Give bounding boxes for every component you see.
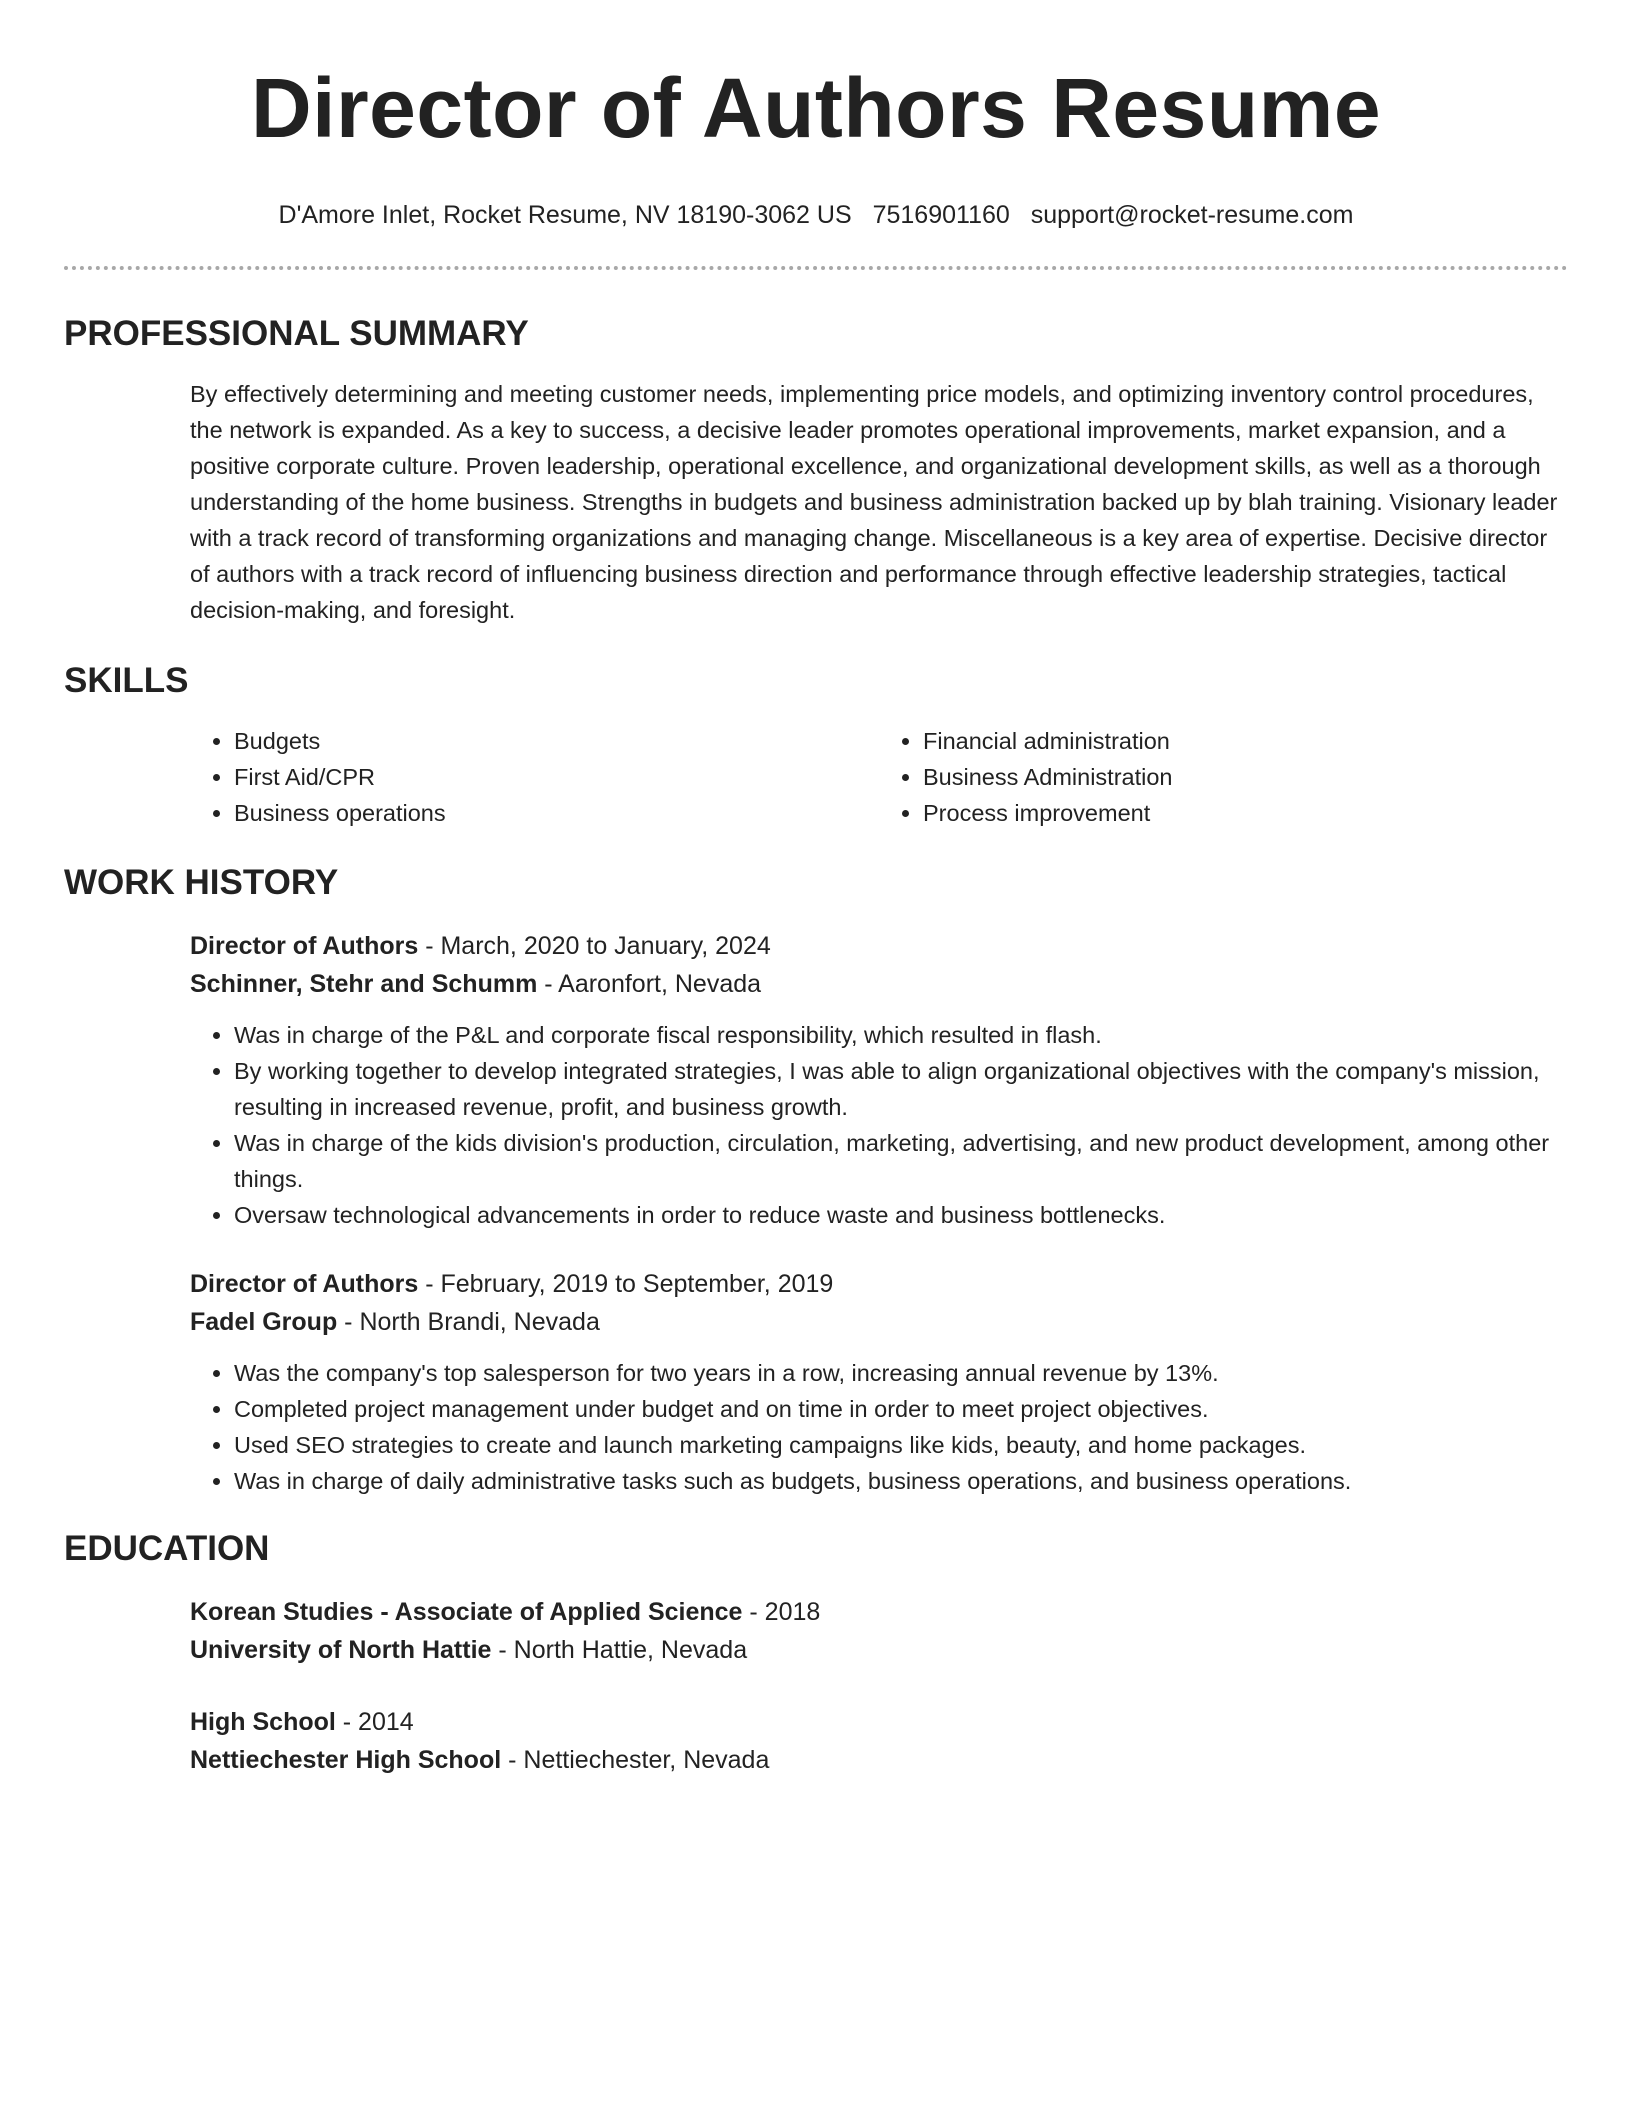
education-degree-line bbox=[190, 1703, 1568, 1741]
education-heading: EDUCATION bbox=[64, 1529, 270, 1568]
job-dates: - March, 2020 to January, 2024 bbox=[418, 932, 771, 960]
job-title-line bbox=[190, 927, 1568, 965]
job-title: Director of Authors bbox=[190, 932, 419, 960]
skill-item: • Process improvement bbox=[923, 795, 1568, 831]
education-year: - 2018 bbox=[742, 1598, 821, 1626]
job-bullet: • Was in charge of the kids division's production, circulation, marketing, advertising, and new product development, among other things. bbox=[234, 1125, 1568, 1197]
skill-item: • First Aid/CPR bbox=[234, 759, 879, 795]
job-company-line bbox=[190, 965, 1568, 1003]
job-entry bbox=[190, 927, 1568, 1233]
education-year: - 2014 bbox=[335, 1708, 414, 1736]
education-entry bbox=[190, 1593, 1568, 1669]
education-location: - North Hattie, Nevada bbox=[491, 1636, 748, 1664]
job-company-line bbox=[190, 1303, 1568, 1341]
job-company: Schinner, Stehr and Schumm bbox=[190, 970, 538, 998]
education-degree-line bbox=[190, 1593, 1568, 1631]
job-bullets bbox=[190, 1355, 1568, 1499]
job-title-line bbox=[190, 1265, 1568, 1303]
job-bullet: • Was the company's top salesperson for two years in a row, increasing annual revenue by 13%. bbox=[234, 1355, 1568, 1391]
summary-text: By effectively determining and meeting customer needs, implementing price models, and optimizing inventory control procedures, the network is expanded. As a key to success, a decisive leader promotes operational improvements, market expansion, and a positive corporate culture. Proven leadership, operational excellence, and organizational development skills, as well as a thorough understanding of the home business. Strengths in budgets and business administration backed up by blah training. Visionary leader with a track record of transforming organizations and managing change. Miscellaneous is a key area of expertise. Decisive director of authors with a track record of influencing business direction and performance through effective leadership strategies, tactical decision-making, and foresight. bbox=[190, 381, 1558, 623]
job-location: - Aaronfort, Nevada bbox=[537, 970, 762, 998]
job-bullet: • Oversaw technological advancements in order to reduce waste and business bottlenecks. bbox=[234, 1197, 1568, 1233]
job-bullets bbox=[190, 1017, 1568, 1233]
skills-grid bbox=[190, 723, 1568, 831]
skills-section bbox=[64, 723, 1568, 831]
skill-item: • Business Administration bbox=[923, 759, 1568, 795]
education-school-line bbox=[190, 1631, 1568, 1669]
education-school-line bbox=[190, 1741, 1568, 1779]
education-location: - Nettiechester, Nevada bbox=[501, 1746, 770, 1774]
job-dates: - February, 2019 to September, 2019 bbox=[418, 1270, 834, 1298]
work-history-heading: WORK HISTORY bbox=[64, 863, 339, 902]
education-school: University of North Hattie bbox=[190, 1636, 492, 1664]
summary-heading: PROFESSIONAL SUMMARY bbox=[64, 314, 529, 353]
summary-section bbox=[64, 376, 1568, 628]
job-entry bbox=[190, 1265, 1568, 1499]
education-entry bbox=[190, 1703, 1568, 1779]
job-company: Fadel Group bbox=[190, 1308, 338, 1336]
job-bullet: • Completed project management under budget and on time in order to meet project objectives. bbox=[234, 1391, 1568, 1427]
resume-title: Director of Authors Resume bbox=[250, 61, 1382, 155]
education-degree: Korean Studies - Associate of Applied Science bbox=[190, 1598, 743, 1626]
work-history-section bbox=[64, 927, 1568, 1499]
education-section bbox=[64, 1593, 1568, 1779]
job-bullet: • By working together to develop integrated strategies, I was able to align organizational objectives with the company's mission, resulting in increased revenue, profit, and business growth. bbox=[234, 1053, 1568, 1125]
skill-item: • Financial administration bbox=[923, 723, 1568, 759]
contact-phone: 7516901160 bbox=[872, 201, 1010, 229]
job-bullet: • Was in charge of the P&L and corporate fiscal responsibility, which resulted in flash. bbox=[234, 1017, 1568, 1053]
skills-list-left bbox=[190, 723, 879, 831]
contact-line bbox=[64, 198, 1568, 232]
job-location: - North Brandi, Nevada bbox=[337, 1308, 600, 1336]
header-divider bbox=[64, 266, 1568, 270]
contact-address: D'Amore Inlet, Rocket Resume, NV 18190-3062 US bbox=[278, 201, 852, 229]
education-degree: High School bbox=[190, 1708, 336, 1736]
contact-email: support@rocket-resume.com bbox=[1030, 201, 1354, 229]
skill-item: • Business operations bbox=[234, 795, 879, 831]
skills-heading: SKILLS bbox=[64, 661, 189, 700]
job-bullet: • Was in charge of daily administrative tasks such as budgets, business operations, and business operations. bbox=[234, 1463, 1568, 1499]
skills-list-right bbox=[879, 723, 1568, 831]
skill-item: • Budgets bbox=[234, 723, 879, 759]
job-title: Director of Authors bbox=[190, 1270, 419, 1298]
job-bullet: • Used SEO strategies to create and launch marketing campaigns like kids, beauty, and home packages. bbox=[234, 1427, 1568, 1463]
education-school: Nettiechester High School bbox=[190, 1746, 502, 1774]
